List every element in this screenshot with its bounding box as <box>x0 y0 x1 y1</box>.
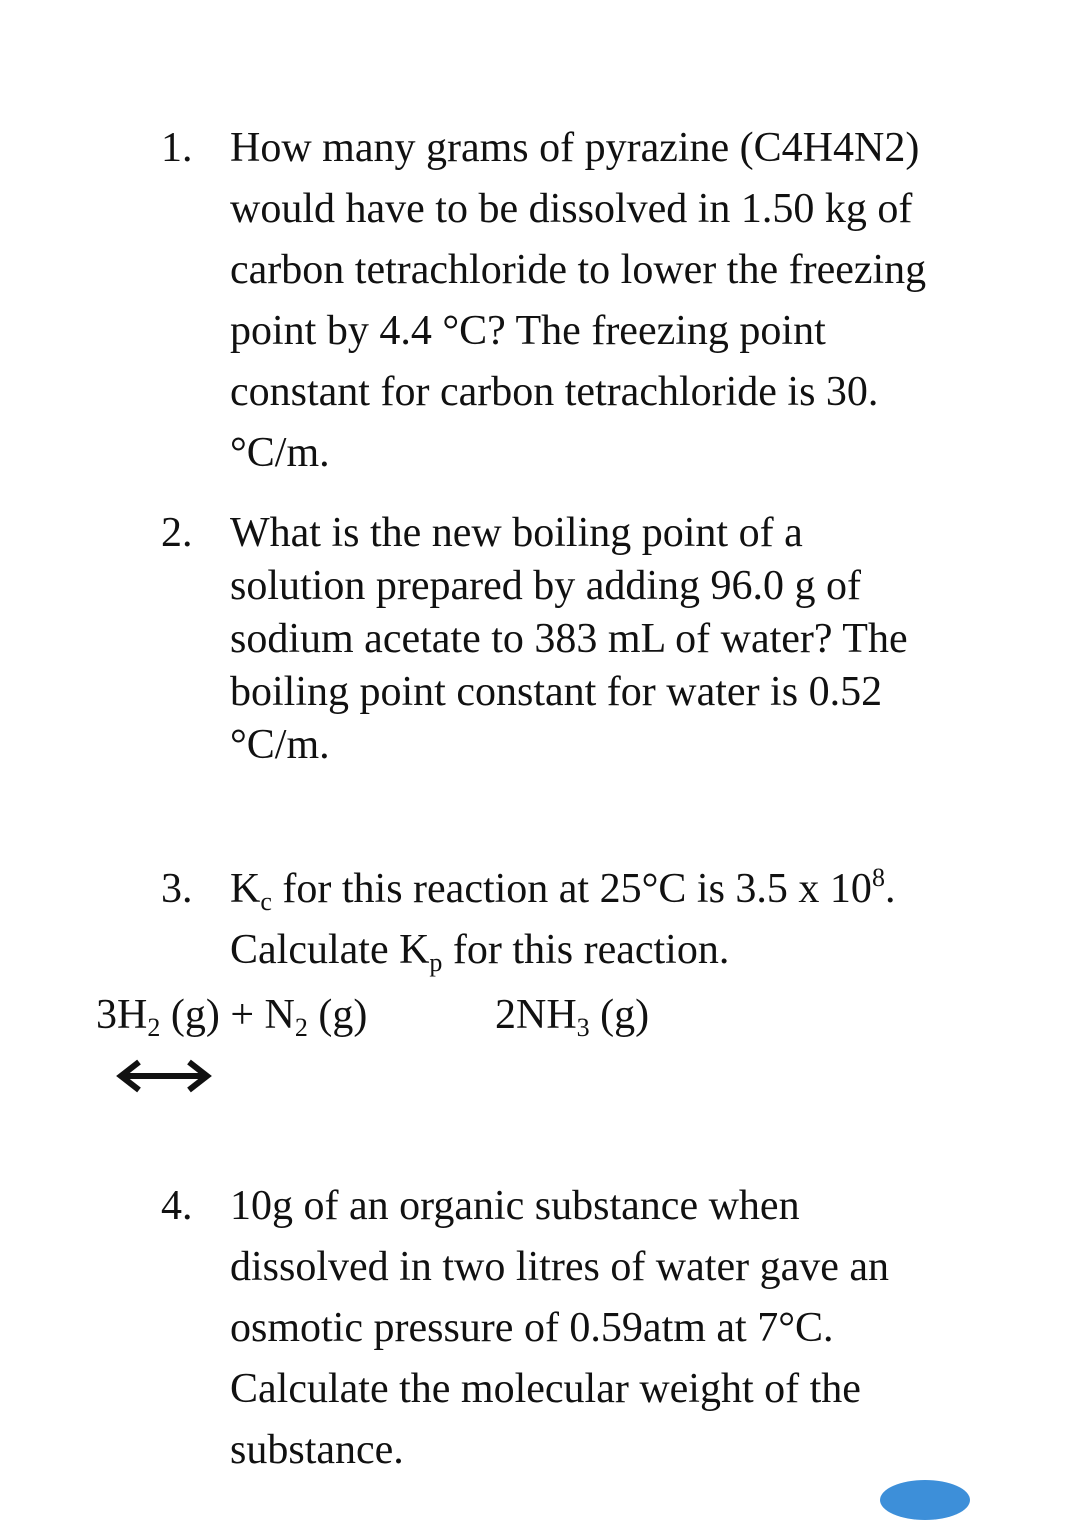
question-line: carbon tetrachloride to lower the freezing <box>230 247 927 293</box>
question-line: solution prepared by adding 96.0 g of <box>230 563 862 609</box>
kp-end: for this reaction. <box>442 927 730 973</box>
question-line: How many grams of pyrazine (C4H4N2) <box>230 125 920 171</box>
question-line: Calculate the molecular weight of the <box>230 1366 861 1412</box>
floating-action-button[interactable] <box>880 1480 970 1520</box>
question-line: What is the new boiling point of a <box>230 510 803 556</box>
question-line: osmotic pressure of 0.59atm at 7°C. <box>230 1305 834 1351</box>
question-line: dissolved in two litres of water gave an <box>230 1244 889 1290</box>
subscript: 3 <box>576 1013 590 1042</box>
question-number: 3. <box>161 866 193 912</box>
question-number: 1. <box>161 125 193 171</box>
question-line: point by 4.4 °C? The freezing point <box>230 308 826 354</box>
kc-subscript: c <box>260 887 272 916</box>
question-line: constant for carbon tetrachloride is 30. <box>230 369 879 415</box>
question-text <box>230 507 1030 772</box>
kc-text: for this reaction at 25°C is 3.5 x 10 <box>271 866 872 912</box>
double-headed-arrow-icon <box>113 1058 215 1094</box>
question-line: °C/m. <box>230 430 330 476</box>
question-text <box>230 1176 1030 1481</box>
exponent: 8 <box>871 863 885 892</box>
reactant-n2: (g) + N <box>160 992 295 1038</box>
question-number: 4. <box>161 1183 193 1229</box>
question-text <box>230 859 1030 981</box>
product-nh3: 2NH <box>495 992 577 1038</box>
subscript: 2 <box>147 1013 161 1042</box>
kc-end: . <box>884 866 896 912</box>
kp-text: Calculate K <box>230 927 430 973</box>
equation-products <box>495 990 649 1040</box>
question-text <box>230 118 1030 484</box>
chemical-equation <box>0 990 1080 1046</box>
question-line: 10g of an organic substance when <box>230 1183 800 1229</box>
question-line: substance. <box>230 1427 404 1473</box>
question-line: sodium acetate to 383 mL of water? The <box>230 616 908 662</box>
question-line <box>230 859 1030 920</box>
question-line: °C/m. <box>230 722 330 768</box>
question-line: boiling point constant for water is 0.52 <box>230 669 883 715</box>
equation-reactants <box>96 990 367 1040</box>
product-state: (g) <box>589 992 650 1038</box>
kp-subscript: p <box>429 948 443 977</box>
question-number: 2. <box>161 510 193 556</box>
question-line: would have to be dissolved in 1.50 kg of <box>230 186 913 232</box>
reactant-state: (g) <box>307 992 368 1038</box>
reactant-h2: 3H <box>96 992 148 1038</box>
kc-symbol: K <box>230 866 261 912</box>
question-line <box>230 920 1030 981</box>
subscript: 2 <box>294 1013 308 1042</box>
